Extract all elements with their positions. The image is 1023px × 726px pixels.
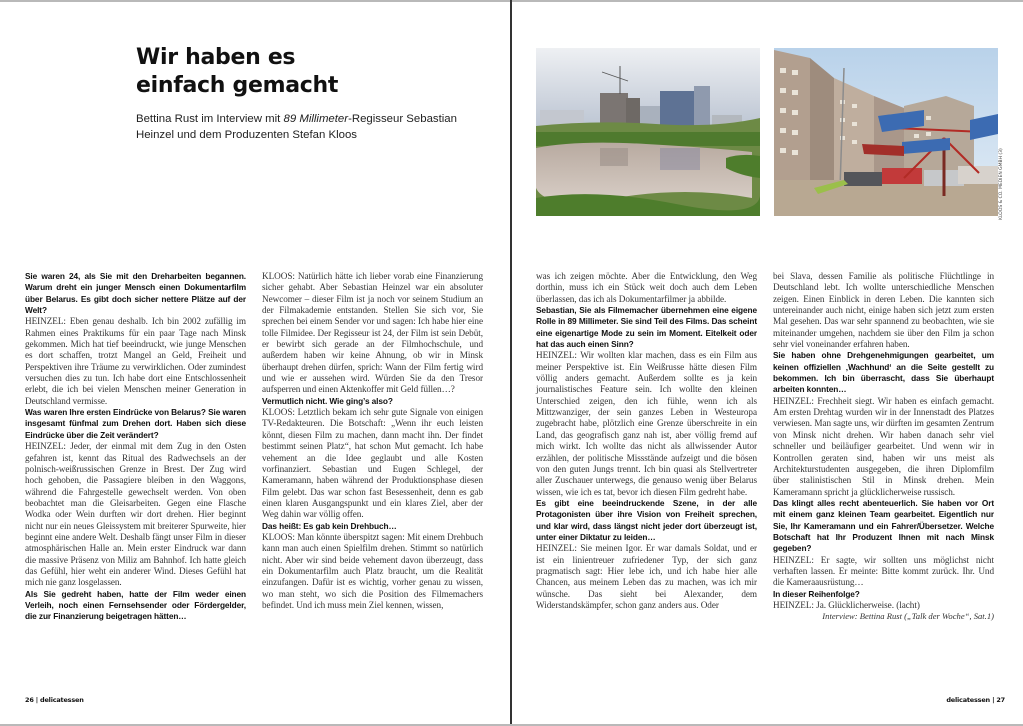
- interview-answer: HEINZEL: Eben genau deshalb. Ich bin 2002 zufällig im Rahmen eines Praktikums für ein paar Tage nach Minsk gekommen. Mich hat tief beeindruckt, wie junge Menschen es dort schaffen, trotzt Mangel an Geld, Freiheit und Perspektiven ihre Träume zu verwirklichen. Oder zumindest versuchen dies zu tun. Ich habe dort eine Entschlossenheit erlebt, die ich bei vielen Menschen meiner Generation in Deutschland vermisse.: [25, 316, 246, 406]
- interview-answer: KLOOS: Letztlich bekam ich sehr gute Signale von einigen TV-Redakteuren. Die Botschaft: „Wenn ihr euch leisten könnt, diesen Film zu machen, dann macht ihn. Der findet bestimmt seinen Platz“, hat schon Mut gemacht. Ich habe vehement an die Idee geglaubt und alle Kosten vorfinanziert. Sebastian und Eugen Schlegel, der Kameramann, haben während der Produktionsphase diesen Film gelebt. Das war schon fast Besessenheit, denn es gab einen klaren Ausgangspunkt und ein klares Ziel, aber der Weg dahin war völlig offen.: [262, 407, 483, 520]
- interview-answer: HEINZEL: Jeder, der einmal mit dem Zug in den Osten gefahren ist, kennt das Ritual des Radwechsels an der polnisch-weißrussischen Grenze in Brest. Der Zug wird hoch gehoben, die Passagiere bleiben in den Waggons, während die Fahrgestelle gewechselt werden. Von oben beobachtet man die Gleisarbeiten. Gegen eine Flasche Wodka oder Wein durften wir dort drehen. Hier beginnt nicht nur ein neues Gleissystem mit breiterer Spurweite, hier beginnt eine andere Welt. Deshalb fängt unser Film in dieser atmosphärischen Halle an. Mein erster Eindruck war dann die massive Präsenz von Miliz am Bahnhof. Ich hatte gleich das Gefühl, hier weht ein anderer Wind. Dieses Gefühl hat mich nie ganz losgelassen.: [25, 441, 246, 588]
- article-subtitle: [136, 112, 466, 143]
- interview-question: Was waren Ihre ersten Eindrücke von Belarus? Sie waren insgesamt fünfmal zum Drehen dort. Haben sich diese Eindrücke über die Zeit verändert?: [25, 407, 246, 440]
- headline-line-1: Wir haben es: [136, 45, 296, 70]
- interview-question: Das klingt alles recht abenteuerlich. Sie haben vor Ort mit einem ganz kleinen Team gearbeitet. Eigentlich nur Sie, Ihr Kameramann und ein Fahrer/Übersetzer. Welche Botschaft hat Ihr Produzent Ihnen mit nach Minsk gegeben?: [773, 497, 994, 554]
- folio-right: [946, 696, 1005, 704]
- interview-question: Es gibt eine beeindruckende Szene, in der alle Protagonisten über ihre Vision von Freiheit sprechen, und klar wird, dass längst nicht jeder dort überzeugt ist, unter einer Diktatur zu leiden…: [536, 497, 757, 542]
- folio-left: [25, 696, 84, 704]
- interview-question: Sie haben ohne Drehgenehmigungen gearbeitet, um keinen offiziellen ‚Wachhund‘ an die Seite gestellt zu bekommen. Ich bin überrascht, dass Sie überhaupt arbeiten konnten…: [773, 350, 994, 395]
- text-column-3: [536, 271, 757, 611]
- interview-answer: was ich zeigen möchte. Aber die Entwicklung, den Weg dorthin, muss ich ein Stück weit doch auch dem Leben überlassen, das ich als Dokumentarfilmer ja abbilde.: [536, 271, 757, 304]
- interview-answer: HEINZEL: Er sagte, wir sollten uns möglichst nicht verhaften lassen. Er meinte: Bitte kommt zurück. Ihr. Und die Kameraausrüstung…: [773, 554, 994, 588]
- photo-playground-carousel: [774, 48, 998, 216]
- magazine-name: delicatessen: [946, 696, 990, 704]
- subtitle-post: -Regisseur Sebastian Heinzel und dem Produzenten Stefan Kloos: [136, 113, 457, 141]
- interview-credit: Interview: Bettina Rust („Talk der Woche“, Sat.1): [822, 611, 994, 622]
- subtitle-pre: Bettina Rust im Interview mit: [136, 113, 284, 125]
- interview-question: Vermutlich nicht. Wie ging’s also?: [262, 395, 393, 406]
- magazine-name: delicatessen: [40, 696, 84, 704]
- text-column-4: [773, 271, 994, 623]
- interview-question: Als Sie gedreht haben, hatte der Film weder einen Verleih, noch einen Fernsehsender oder Fördergelder, die zur Finanzierung beigetragen hätten…: [25, 588, 246, 622]
- interview-answer: KLOOS: Man könnte überspitzt sagen: Mit einem Drehbuch kann man auch einen Spielfilm drehen. Stimmt so natürlich nicht. Aber wir sind beide vehement davon überzeugt, dass ein Dokumentarfilm auch Platz braucht, um die Realität einzufangen. Dafür ist es wichtig, vorher genau zu wissen, wo man steht, wo sich die Position des Filmemachers befindet. Und ich muss mein Ziel kennen, wissen,: [262, 531, 483, 610]
- photo-credit: KLOOS & CO. MEDIEN GMBH (3): [999, 148, 1004, 220]
- interview-answer: bei Slava, dessen Familie als politische Flüchtlinge in Deutschland lebt. Ich wollte unterschiedliche Menschen zeigen. Einen Einblick in deren Leben. Die kannten sich untereinander auch nicht, einige haben sich jetzt zum ersten Mal gesehen. Das war sehr spannend zu beobachten, wie sie miteinander umgehen, nachdem sie über den Film ja schon sehr viel voneinander erfahren haben.: [773, 271, 994, 350]
- interview-answer: HEINZEL: Wir wollten klar machen, dass es ein Film aus meiner Perspektive ist. Ein Weißrusse hätte diesen Film völlig anders gemacht. Außerdem sollte es ja kein journalistisches Feature sein. Ich wollte den kleinen Unterschied zeigen, den ich fühle, wenn ich als Mittzwanziger, der sein ganzes Leben in Westeuropa zugebracht habe, plötzlich eine Grenze überschreite in ein Land, das geografisch ganz nah ist, aber völlig fremd auf mich wirkt. Ich wollte das nicht als allwissender Autor erzählen, der politische Missstände aufzeigt und die bösen von den guten Jungs trennt. Ich bin quasi als Stellvertreter aller Zuschauer unterwegs, die genauso wenig über Belarus wissen, wie ich es tat, bevor ich diesen Film gedreht habe.: [536, 350, 757, 497]
- interview-answer: HEINZEL: Ja. Glücklicherweise. (lacht): [773, 599, 920, 610]
- folio-separator: |: [35, 696, 38, 704]
- text-column-1: [25, 271, 246, 623]
- interview-answer: HEINZEL: Frechheit siegt. Wir haben es einfach gemacht. Am ersten Drehtag wurden wir in der Innenstadt des Platzes verwiesen. Man sagte uns, wir dürften im gesamten Zentrum von Minsk nicht drehen. Wir haben danach sehr viel schneller und beiläufiger gearbeitet. Und wenn wir in Kontrollen geraten sind, haben wir uns meist als Architekturstudenten ausgegeben, die ihren Diplomfilm über stalinistischen Stil in Minsk drehen. Mein Kameramann spricht ja glücklicherweise russisch.: [773, 395, 994, 497]
- folio-separator: |: [992, 696, 995, 704]
- article-headline: [136, 44, 496, 100]
- interview-question: Sebastian, Sie als Filmemacher übernehmen eine eigene Rolle in 89 Millimeter. Sie sind Teil des Films. Das scheint eine eigenartige Mode zu sein im Moment. Eitelkeit oder hat das auch einen Sinn?: [536, 305, 757, 350]
- right-page: [512, 0, 1023, 726]
- interview-question: In dieser Reihenfolge?: [773, 588, 860, 599]
- interview-question: Das heißt: Es gab kein Drehbuch…: [262, 520, 397, 531]
- interview-answer: HEINZEL: Sie meinen Igor. Er war damals Soldat, und er ist ein linientreuer zufriedener Typ, der sich ganz pragmatisch sagt: Hier lebe ich, und ich habe hier alle Chancen, aus meinem Leben das zu machen, was ich mir wünsche. Das sieht bei Alexander, dem Widerstandskämpfer, schon ganz anders aus. Oder: [536, 543, 757, 610]
- headline-line-2: einfach gemacht: [136, 73, 339, 98]
- left-page: [0, 0, 510, 726]
- interview-answer: KLOOS: Natürlich hätte ich lieber vorab eine Finanzierung sicher gehabt. Aber Sebastian Heinzel war ein absoluter Newcomer – dieser Film ist ja noch vor seinem Studium an der Filmakademie entstanden. Stellen Sie sich vor, Sie sprechen bei einem Sender vor und sagen: Ich habe hier eine tolle Filmidee. Der Regisseur ist 24, der Film ist sein Debüt, er bewirbt sich gerade an der Filmhochschule, und außerdem haben wir keine Ahnung, ob wir in Minsk überhaupt drehen dürfen, sprich: Wann der Film fertig wird und wie er aussehen wird. Würden Sie da den Tresor aufsperren und einen Aktenkoffer mit Geld füllen…?: [262, 271, 483, 395]
- film-title: 89 Millimeter: [283, 113, 349, 125]
- page-number: 26: [25, 696, 34, 704]
- text-column-2: [262, 271, 483, 611]
- interview-question: Sie waren 24, als Sie mit den Dreharbeiten begannen. Warum dreht ein junger Mensch einen Dokumentarfilm über Belarus. Es gibt doch sicher nettere Plätze auf der Welt?: [25, 271, 246, 316]
- photo-housing-puddle: [536, 48, 760, 216]
- page-number: 27: [996, 696, 1005, 704]
